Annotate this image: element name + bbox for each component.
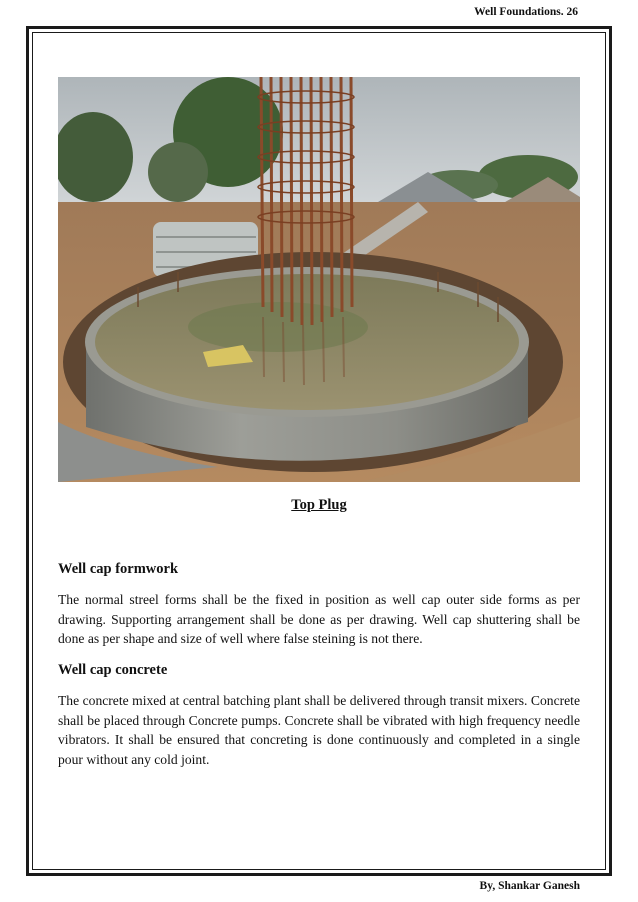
page-header: Well Foundations. 26 — [474, 6, 578, 18]
figure-caption — [0, 497, 638, 514]
figure-caption-text: Top Plug — [291, 497, 347, 513]
well-cap-photo — [58, 77, 580, 482]
page-footer-author: By, Shankar Ganesh — [479, 880, 580, 892]
section-body-formwork: The normal streel forms shall be the fixed in position as well cap outer side forms as per drawing. Supporting arrangement shall be done as per drawing. Well cap shuttering shall be done as per shape and size of well where false steining is not there. — [58, 592, 580, 646]
section-heading-concrete: Well cap concrete — [58, 662, 168, 678]
section-body-concrete: The concrete mixed at central batching plant shall be delivered through transit mixers. Concrete shall be placed through Concrete pumps. Concrete shall be vibrated with high frequency needle vibrators. It shall be ensured that concreting is done continuously and completed in a single pour without any cold joint. — [58, 693, 580, 767]
section-heading-formwork: Well cap formwork — [58, 561, 179, 577]
